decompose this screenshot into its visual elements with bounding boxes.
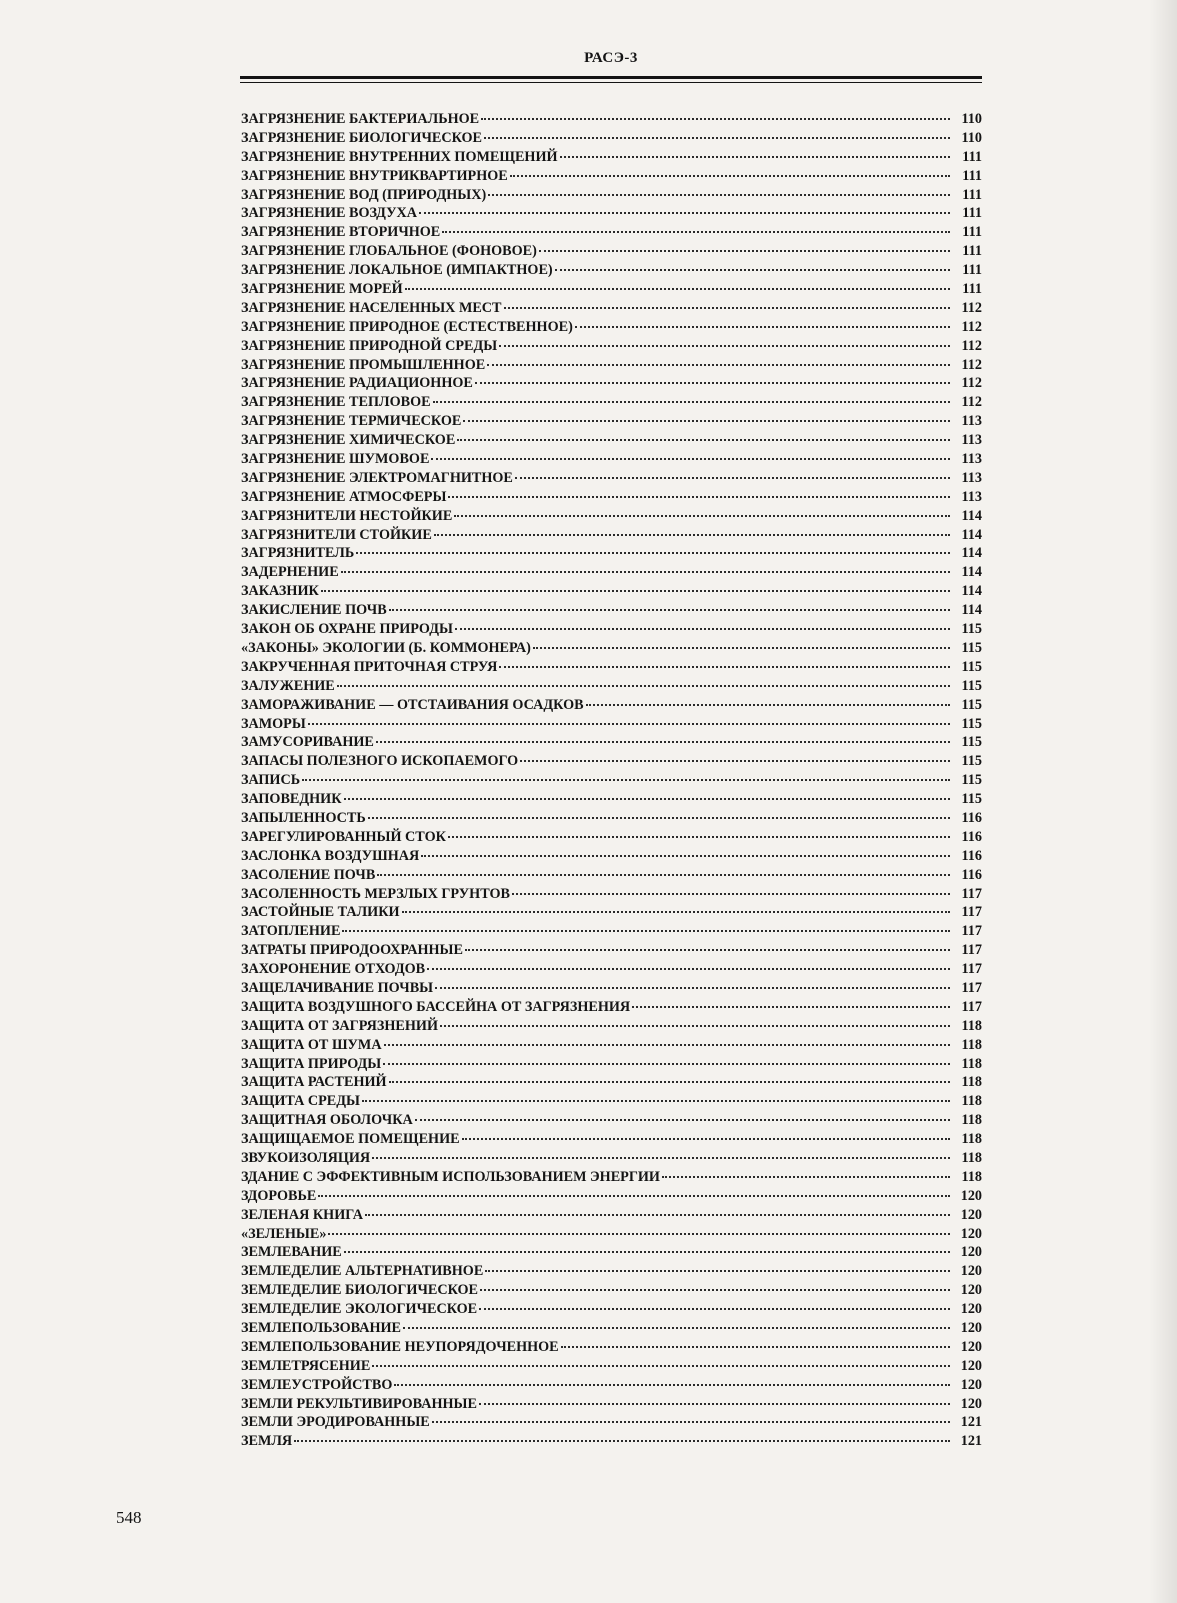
index-page-number: 111 — [962, 186, 982, 203]
dot-leader — [440, 1025, 950, 1027]
dot-leader — [510, 175, 950, 177]
index-page-number: 118 — [961, 1017, 982, 1034]
index-term: ЗАСОЛЕННОСТЬ МЕРЗЛЫХ ГРУНТОВ — [241, 885, 510, 902]
index-entry — [241, 469, 982, 488]
dot-leader — [475, 382, 950, 384]
index-entry — [241, 223, 982, 242]
index-term: ЗАГРЯЗНЕНИЕ НАСЕЛЕННЫХ МЕСТ — [241, 299, 502, 316]
dot-leader — [488, 194, 950, 196]
index-term: ЗАЩИТА ВОЗДУШНОГО БАССЕЙНА ОТ ЗАГРЯЗНЕНИЯ — [241, 998, 631, 1015]
index-page-number: 118 — [961, 1168, 982, 1185]
dot-leader — [555, 269, 950, 271]
dot-leader — [318, 1195, 950, 1197]
dot-leader — [499, 666, 950, 668]
index-term: ЗАДЕРНЕНИЕ — [241, 564, 339, 581]
dot-leader — [421, 855, 950, 857]
index-term: ЗЕМЛЕУСТРОЙСТВО — [241, 1376, 393, 1393]
index-entry — [241, 601, 982, 620]
dot-leader — [479, 1308, 950, 1310]
dot-leader — [454, 515, 950, 517]
index-page-number: 113 — [961, 488, 982, 505]
index-term: ЗАЛУЖЕНИЕ — [241, 677, 335, 694]
index-entry — [241, 922, 982, 941]
index-entry — [241, 1073, 982, 1092]
index-page-number: 116 — [961, 828, 982, 845]
index-page-number: 120 — [960, 1263, 982, 1280]
index-entry — [241, 1017, 982, 1036]
dot-leader — [419, 212, 950, 214]
dot-leader — [455, 628, 950, 630]
index-entry — [241, 1300, 982, 1319]
index-entry — [241, 337, 982, 356]
index-page-number: 115 — [961, 734, 982, 751]
dot-leader — [376, 741, 950, 743]
dot-leader — [561, 1346, 950, 1348]
index-entry — [241, 903, 982, 922]
page-edge-shadow — [1149, 0, 1177, 1603]
dot-leader — [463, 420, 950, 422]
dot-leader — [368, 817, 950, 819]
index-entry — [241, 412, 982, 431]
index-term: ЗАМУСОРИВАНИЕ — [241, 734, 374, 751]
index-term: ЗАЩИТА ОТ ЗАГРЯЗНЕНИЙ — [241, 1017, 439, 1034]
index-term: ЗЕМЛИ РЕКУЛЬТИВИРОВАННЫЕ — [241, 1395, 477, 1412]
index-page-number: 114 — [961, 564, 982, 581]
index-page-number: 113 — [961, 413, 982, 430]
index-entry — [241, 1319, 982, 1338]
dot-leader — [372, 1365, 950, 1367]
index-page-number: 115 — [961, 639, 982, 656]
index-page-number: 112 — [961, 318, 982, 335]
dot-leader — [344, 1251, 950, 1253]
index-term: ЗАГРЯЗНЕНИЕ ХИМИЧЕСКОЕ — [241, 432, 456, 449]
index-page-number: 118 — [961, 1149, 982, 1166]
index-page-number: 118 — [961, 1093, 982, 1110]
index-term: ЗАГРЯЗНИТЕЛИ СТОЙКИЕ — [241, 526, 432, 543]
index-term: ЗАХОРОНЕНИЕ ОТХОДОВ — [241, 961, 426, 978]
dot-leader — [344, 798, 951, 800]
index-entry — [241, 129, 982, 148]
index-term: ЗАГРЯЗНЕНИЕ ТЕРМИЧЕСКОЕ — [241, 413, 462, 430]
index-entry — [241, 1036, 982, 1055]
index-entry — [241, 809, 982, 828]
index-entry — [241, 715, 982, 734]
dot-leader — [321, 590, 950, 592]
index-page-number: 112 — [961, 356, 982, 373]
index-term: ЗДАНИЕ С ЭФФЕКТИВНЫМ ИСПОЛЬЗОВАНИЕМ ЭНЕРГИИ — [241, 1168, 660, 1185]
header-rule-thin — [240, 82, 982, 83]
index-list — [241, 110, 982, 1451]
index-term: ЗАПАСЫ ПОЛЕЗНОГО ИСКОПАЕМОГО — [241, 753, 519, 770]
index-entry — [241, 1395, 982, 1414]
dot-leader — [342, 930, 950, 932]
index-term: ЗАГРЯЗНЕНИЕ ВНУТРИКВАРТИРНОЕ — [241, 167, 508, 184]
header-rule-thick — [240, 76, 982, 79]
dot-leader — [448, 496, 950, 498]
index-entry — [241, 1111, 982, 1130]
index-page-number: 112 — [961, 299, 982, 316]
dot-leader — [575, 326, 950, 328]
index-term: «ЗЕЛЕНЫЕ» — [241, 1225, 327, 1242]
dot-leader — [377, 874, 950, 876]
index-page-number: 118 — [961, 1055, 982, 1072]
index-term: ЗАТРАТЫ ПРИРОДООХРАННЫЕ — [241, 942, 463, 959]
index-entry — [241, 544, 982, 563]
running-header: РАСЭ-3 — [584, 50, 638, 66]
index-page-number: 120 — [960, 1225, 982, 1242]
index-page-number: 120 — [960, 1301, 982, 1318]
index-term: ЗЕМЛЕВАНИЕ — [241, 1244, 342, 1261]
dot-leader — [499, 345, 950, 347]
dot-leader — [372, 1157, 950, 1159]
index-page-number: 120 — [960, 1338, 982, 1355]
index-term: ЗАПЫЛЕННОСТЬ — [241, 809, 366, 826]
index-entry — [241, 677, 982, 696]
index-term: ЗАГРЯЗНЕНИЕ РАДИАЦИОННОЕ — [241, 375, 473, 392]
index-page-number: 121 — [960, 1414, 982, 1431]
index-entry — [241, 752, 982, 771]
index-entry — [241, 526, 982, 545]
index-page-number: 120 — [960, 1376, 982, 1393]
dot-leader — [405, 288, 950, 290]
index-term: ЗАКАЗНИК — [241, 583, 319, 600]
index-term: ЗЕЛЕНАЯ КНИГА — [241, 1206, 363, 1223]
index-entry — [241, 658, 982, 677]
index-page-number: 120 — [960, 1244, 982, 1261]
index-page-number: 111 — [962, 148, 982, 165]
index-entry — [241, 979, 982, 998]
index-page-number: 110 — [961, 129, 982, 146]
index-term: ЗАГРЯЗНЕНИЕ БИОЛОГИЧЕСКОЕ — [241, 129, 482, 146]
index-page-number: 111 — [962, 205, 982, 222]
index-entry — [241, 639, 982, 658]
index-page-number: 112 — [961, 375, 982, 392]
index-page-number: 118 — [961, 1112, 982, 1129]
index-entry — [241, 148, 982, 167]
dot-leader — [479, 1403, 950, 1405]
dot-leader — [341, 571, 950, 573]
index-term: ЗАГРЯЗНЕНИЕ ГЛОБАЛЬНОЕ (ФОНОВОЕ) — [241, 243, 537, 260]
index-page-number: 118 — [961, 1036, 982, 1053]
index-term: ЗАГРЯЗНЕНИЕ ТЕПЛОВОЕ — [241, 394, 431, 411]
index-term: ЗАКИСЛЕНИЕ ПОЧВ — [241, 602, 387, 619]
index-page-number: 115 — [961, 658, 982, 675]
index-page-number: 111 — [962, 224, 982, 241]
index-term: ЗЕМЛЕТРЯСЕНИЕ — [241, 1357, 371, 1374]
dot-leader — [520, 760, 950, 762]
index-entry — [241, 393, 982, 412]
index-page-number: 115 — [961, 696, 982, 713]
index-page-number: 120 — [960, 1320, 982, 1336]
index-entry — [241, 582, 982, 601]
dot-leader — [403, 1327, 950, 1329]
dot-leader — [481, 118, 950, 120]
dot-leader — [394, 1384, 950, 1386]
index-page-number: 120 — [960, 1357, 982, 1374]
index-term: ЗАГРЯЗНИТЕЛЬ — [241, 545, 355, 562]
index-page-number: 120 — [960, 1206, 982, 1223]
index-term: ЗАГРЯЗНИТЕЛИ НЕСТОЙКИЕ — [241, 507, 453, 524]
dot-leader — [389, 1081, 950, 1083]
index-entry — [241, 1357, 982, 1376]
index-page-number: 117 — [961, 904, 982, 921]
dot-leader — [485, 1270, 950, 1272]
index-entry — [241, 620, 982, 639]
index-term: ЗЕМЛЕПОЛЬЗОВАНИЕ НЕУПОРЯДОЧЕННОЕ — [241, 1338, 559, 1355]
index-term: ЗАКОН ОБ ОХРАНЕ ПРИРОДЫ — [241, 621, 453, 638]
dot-leader — [662, 1176, 950, 1178]
index-page-number: 115 — [961, 791, 982, 808]
index-term: ЗАЩЕЛАЧИВАНИЕ ПОЧВЫ — [241, 979, 434, 996]
index-entry — [241, 847, 982, 866]
index-entry — [241, 488, 982, 507]
index-term: ЗАТОПЛЕНИЕ — [241, 923, 341, 940]
index-page-number: 118 — [961, 1074, 982, 1091]
dot-leader — [433, 401, 950, 403]
index-entry — [241, 1130, 982, 1149]
index-entry — [241, 1413, 982, 1432]
index-entry — [241, 696, 982, 715]
dot-leader — [337, 685, 950, 687]
index-term: ЗЕМЛИ ЭРОДИРОВАННЫЕ — [241, 1414, 430, 1431]
dot-leader — [365, 1214, 950, 1216]
index-term: ЗАЩИТА ПРИРОДЫ — [241, 1055, 382, 1072]
index-entry — [241, 186, 982, 205]
dot-leader — [356, 552, 950, 554]
index-term: ЗАЩИТНАЯ ОБОЛОЧКА — [241, 1112, 413, 1129]
index-page-number: 114 — [961, 583, 982, 600]
index-entry — [241, 1281, 982, 1300]
index-term: «ЗАКОНЫ» ЭКОЛОГИИ (Б. КОММОНЕРА) — [241, 639, 531, 656]
index-page-number: 110 — [961, 111, 982, 127]
index-term: ЗВУКОИЗОЛЯЦИЯ — [241, 1149, 371, 1166]
index-entry — [241, 280, 982, 299]
index-entry — [241, 1187, 982, 1206]
index-term: ЗАГРЯЗНЕНИЕ ВОЗДУХА — [241, 205, 417, 222]
index-entry — [241, 771, 982, 790]
index-term: ЗАПИСЬ — [241, 772, 301, 789]
index-term: ЗАРЕГУЛИРОВАННЫЙ СТОК — [241, 828, 446, 845]
index-page-number: 116 — [961, 847, 982, 864]
index-entry — [241, 318, 982, 337]
index-entry — [241, 450, 982, 469]
index-page-number: 120 — [960, 1282, 982, 1299]
index-entry — [241, 790, 982, 809]
index-page-number: 115 — [961, 715, 982, 732]
index-term: ЗАГРЯЗНЕНИЕ ЭЛЕКТРОМАГНИТНОЕ — [241, 469, 513, 486]
dot-leader — [435, 987, 950, 989]
index-entry — [241, 885, 982, 904]
dot-leader — [302, 779, 950, 781]
index-page-number: 120 — [960, 1395, 982, 1412]
index-entry — [241, 110, 982, 129]
index-term: ЗЕМЛЕПОЛЬЗОВАНИЕ — [241, 1320, 402, 1336]
index-page-number: 116 — [961, 809, 982, 826]
dot-leader — [484, 137, 950, 139]
index-term: ЗАМОРАЖИВАНИЕ — ОТСТАИВАНИЯ ОСАДКОВ — [241, 696, 584, 713]
index-page-number: 117 — [961, 923, 982, 940]
dot-leader — [480, 1289, 950, 1291]
dot-leader — [294, 1440, 950, 1442]
dot-leader — [308, 723, 950, 725]
index-term: ЗАГРЯЗНЕНИЕ ВОД (ПРИРОДНЫХ) — [241, 186, 487, 203]
index-page-number: 113 — [961, 451, 982, 468]
index-page-number: 111 — [962, 281, 982, 298]
dot-leader — [465, 949, 950, 951]
index-entry — [241, 299, 982, 318]
index-term: ЗАГРЯЗНЕНИЕ АТМОСФЕРЫ — [241, 488, 447, 505]
index-term: ЗАМОРЫ — [241, 715, 306, 732]
index-page-number: 111 — [962, 243, 982, 260]
dot-leader — [586, 704, 950, 706]
dot-leader — [389, 609, 950, 611]
index-page-number: 115 — [961, 753, 982, 770]
index-page-number: 116 — [961, 866, 982, 883]
index-page-number: 114 — [961, 545, 982, 562]
index-term: ЗАПОВЕДНИК — [241, 791, 342, 808]
index-entry — [241, 167, 982, 186]
index-term: ЗАКРУЧЕННАЯ ПРИТОЧНАЯ СТРУЯ — [241, 658, 498, 675]
index-entry — [241, 1168, 982, 1187]
index-entry — [241, 374, 982, 393]
dot-leader — [457, 439, 950, 441]
dot-leader — [431, 458, 950, 460]
dot-leader — [533, 647, 950, 649]
index-term: ЗАГРЯЗНЕНИЕ ПРИРОДНОЙ СРЕДЫ — [241, 337, 498, 354]
index-page-number: 117 — [961, 961, 982, 978]
index-entry — [241, 960, 982, 979]
dot-leader — [442, 231, 950, 233]
index-entry — [241, 828, 982, 847]
index-term: ЗАЩИЩАЕМОЕ ПОМЕЩЕНИЕ — [241, 1131, 460, 1148]
index-entry — [241, 563, 982, 582]
dot-leader — [384, 1044, 950, 1046]
index-page-number: 117 — [961, 885, 982, 902]
index-term: ЗЕМЛЕДЕЛИЕ ЭКОЛОГИЧЕСКОЕ — [241, 1301, 478, 1318]
index-page-number: 120 — [960, 1187, 982, 1204]
index-term: ЗАЩИТА РАСТЕНИЙ — [241, 1074, 387, 1091]
index-term: ЗАСЛОНКА ВОЗДУШНАЯ — [241, 847, 420, 864]
index-entry — [241, 1149, 982, 1168]
index-entry — [241, 356, 982, 375]
dot-leader — [402, 911, 950, 913]
index-page-number: 115 — [961, 772, 982, 789]
index-page-number: 117 — [961, 998, 982, 1015]
index-entry — [241, 1055, 982, 1074]
index-entry — [241, 1225, 982, 1244]
index-page-number: 113 — [961, 469, 982, 486]
index-entry — [241, 998, 982, 1017]
dot-leader — [632, 1006, 950, 1008]
index-entry — [241, 242, 982, 261]
index-term: ЗАГРЯЗНЕНИЕ ШУМОВОЕ — [241, 451, 430, 468]
dot-leader — [539, 250, 950, 252]
dot-leader — [434, 534, 950, 536]
dot-leader — [415, 1119, 950, 1121]
dot-leader — [383, 1063, 950, 1065]
dot-leader — [515, 477, 950, 479]
index-page-number: 114 — [961, 526, 982, 543]
dot-leader — [328, 1233, 950, 1235]
dot-leader — [504, 307, 950, 309]
index-term: ЗАЩИТА ОТ ШУМА — [241, 1036, 382, 1053]
dot-leader — [432, 1421, 950, 1423]
index-page-number: 112 — [961, 394, 982, 411]
dot-leader — [462, 1138, 950, 1140]
index-entry — [241, 1376, 982, 1395]
dot-leader — [448, 836, 950, 838]
index-entry — [241, 204, 982, 223]
index-term: ЗАГРЯЗНЕНИЕ МОРЕЙ — [241, 281, 403, 298]
index-term: ЗАЩИТА СРЕДЫ — [241, 1093, 360, 1110]
index-term: ЗЕМЛЯ — [241, 1433, 293, 1450]
index-entry — [241, 507, 982, 526]
index-term: ЗАСТОЙНЫЕ ТАЛИКИ — [241, 904, 400, 921]
index-entry — [241, 1206, 982, 1225]
index-entry — [241, 1243, 982, 1262]
index-term: ЗЕМЛЕДЕЛИЕ БИОЛОГИЧЕСКОЕ — [241, 1282, 478, 1299]
index-entry — [241, 431, 982, 450]
index-page-number: 111 — [962, 167, 982, 184]
index-page-number: 114 — [961, 507, 982, 524]
index-term: ЗЕМЛЕДЕЛИЕ АЛЬТЕРНАТИВНОЕ — [241, 1263, 484, 1280]
index-term: ЗАГРЯЗНЕНИЕ ВТОРИЧНОЕ — [241, 224, 441, 241]
index-term: ЗАГРЯЗНЕНИЕ БАКТЕРИАЛЬНОЕ — [241, 111, 480, 127]
index-page-number: 117 — [961, 979, 982, 996]
index-page-number: 114 — [961, 602, 982, 619]
index-page-number: 112 — [961, 337, 982, 354]
index-page-number: 121 — [960, 1433, 982, 1450]
index-page-number: 111 — [962, 262, 982, 279]
page-number: 548 — [116, 1508, 142, 1527]
index-page-number: 115 — [961, 621, 982, 638]
index-entry — [241, 1092, 982, 1111]
index-entry — [241, 941, 982, 960]
index-entry — [241, 261, 982, 280]
index-page-number: 115 — [961, 677, 982, 694]
index-entry — [241, 1338, 982, 1357]
index-entry — [241, 733, 982, 752]
dot-leader — [362, 1100, 950, 1102]
index-term: ЗАГРЯЗНЕНИЕ ПРОМЫШЛЕННОЕ — [241, 356, 486, 373]
index-term: ЗАГРЯЗНЕНИЕ ЛОКАЛЬНОЕ (ИМПАКТНОЕ) — [241, 262, 553, 279]
index-page-number: 118 — [961, 1131, 982, 1148]
index-term: ЗДОРОВЬЕ — [241, 1187, 317, 1204]
dot-leader — [512, 893, 950, 895]
index-term: ЗАГРЯЗНЕНИЕ ВНУТРЕННИХ ПОМЕЩЕНИЙ — [241, 148, 558, 165]
index-term: ЗАГРЯЗНЕНИЕ ПРИРОДНОЕ (ЕСТЕСТВЕННОЕ) — [241, 318, 573, 335]
dot-leader — [487, 364, 950, 366]
dot-leader — [560, 156, 950, 158]
index-entry — [241, 866, 982, 885]
index-entry — [241, 1432, 982, 1451]
index-entry — [241, 1262, 982, 1281]
index-page-number: 113 — [961, 432, 982, 449]
index-page-number: 117 — [961, 942, 982, 959]
dot-leader — [427, 968, 950, 970]
index-term: ЗАСОЛЕНИЕ ПОЧВ — [241, 866, 376, 883]
